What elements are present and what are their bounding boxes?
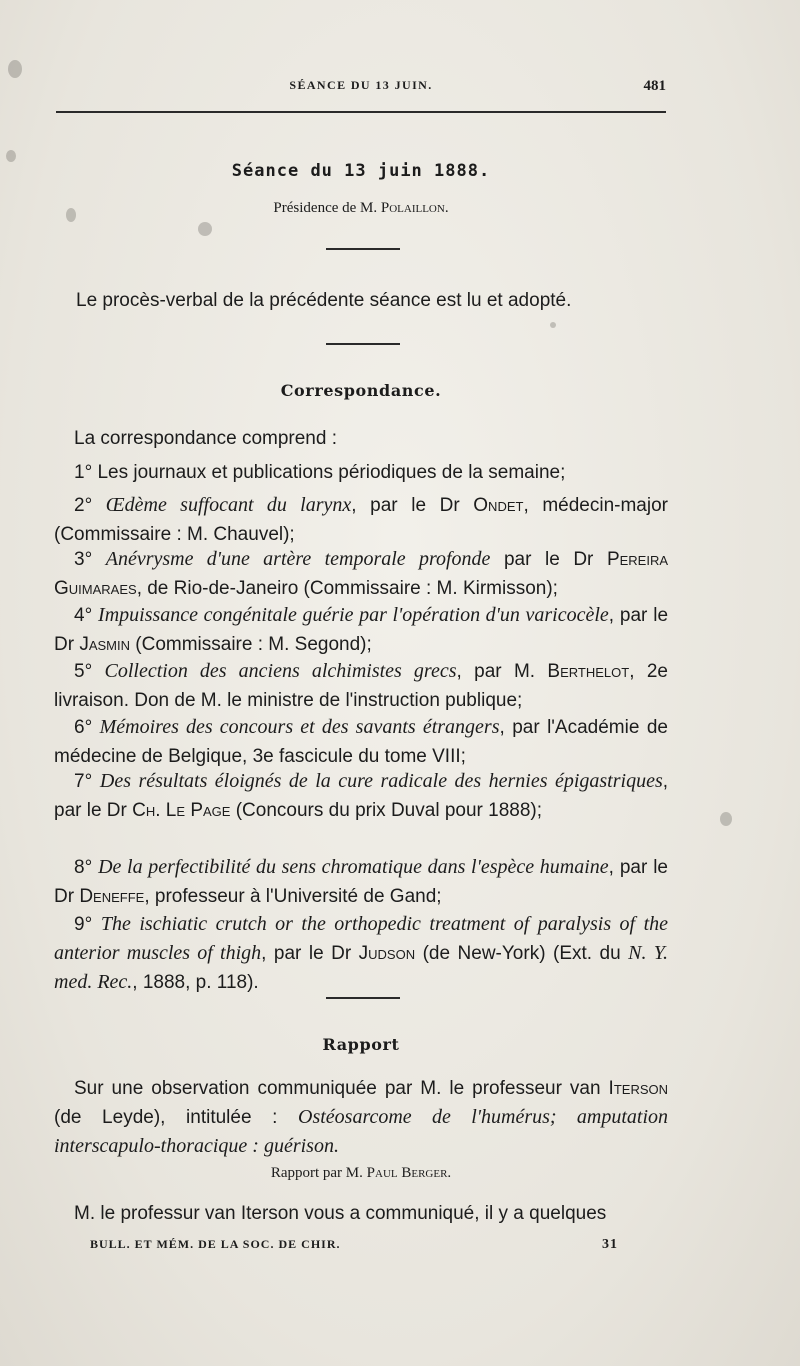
list-item — [54, 491, 668, 549]
running-head — [56, 78, 666, 100]
item-title: Anévrysme d'une artère temporale profonde — [105, 548, 491, 570]
footer-signature: 31 — [602, 1237, 618, 1252]
paper-stain — [6, 150, 16, 162]
item-number: 5° — [74, 661, 93, 682]
rapport-by-name: Paul Berger — [366, 1165, 448, 1181]
header-rule — [56, 111, 666, 113]
running-title: SÉANCE DU 13 JUIN. — [289, 78, 433, 92]
item-number: 6° — [74, 717, 93, 738]
item-by: , par le Dr — [261, 943, 359, 964]
item-number: 9° — [74, 914, 93, 935]
item-rest: (de New-York) (Ext. du — [415, 943, 629, 964]
presidence-suffix: . — [444, 200, 449, 216]
rapport-body: M. le professur van Iterson vous a communiqué, il y a quelques — [74, 1203, 607, 1224]
item-text: Les journaux et publications périodiques de la semaine; — [97, 462, 566, 483]
item-rest: (Commissaire : M. Segond); — [130, 634, 372, 655]
item-by: , par le Dr — [54, 605, 669, 655]
item-title: Œdème suffocant du larynx — [105, 494, 352, 516]
item-by: , par le Dr — [351, 495, 474, 516]
proces-verbal: Le procès-verbal de la précédente séance est lu et adopté. — [76, 290, 572, 311]
president-name: Polaillon — [380, 200, 445, 216]
item-number: 3° — [74, 549, 93, 570]
item-number: 1° — [74, 462, 93, 483]
section-rule — [326, 997, 400, 999]
item-author: Ch. Le Page — [132, 800, 231, 821]
item-rest: , de Rio-de-Janeiro (Commissaire : M. Kirmisson); — [136, 578, 558, 599]
paper-stain — [550, 322, 556, 328]
item-author: Pereira Guimaraes — [54, 549, 669, 599]
item-rest: , 1888, p. 118). — [132, 972, 259, 993]
item-rest: , 2e livraison. Don de M. le ministre de l'instruction publique; — [54, 661, 668, 711]
list-item — [54, 853, 668, 911]
item-rest: , professeur à l'Université de Gand; — [144, 886, 442, 907]
presidence-prefix: Présidence de M. — [273, 200, 378, 216]
footer-journal: BULL. ET MÉM. DE LA SOC. DE CHIR. — [90, 1237, 341, 1251]
item-title: Des résultats éloignés de la cure radicale des hernies épigastriques — [99, 770, 663, 792]
rapport-work-title: Ostéosarcome de l'humérus; amputation interscapulo-thoracique : guérison. — [54, 1106, 669, 1157]
correspondance-title: Correspondance. — [280, 381, 442, 400]
item-by: , par le Dr — [54, 857, 668, 907]
item-rest: , par l'Académie de médecine de Belgique, 3e fascicule du tome VIII; — [54, 717, 668, 767]
section-rule — [326, 248, 400, 250]
page-footer — [90, 1237, 660, 1257]
item-title: Impuissance congénitale guérie par l'opération d'un varicocèle — [98, 604, 609, 626]
item-number: 2° — [74, 495, 93, 516]
rapport-intro-text: (de Leyde), intitulée : — [54, 1107, 298, 1128]
rapport-title: Rapport — [322, 1035, 400, 1054]
item-number: 7° — [74, 771, 93, 792]
correspondance-intro: La correspondance comprend : — [74, 428, 337, 449]
rapport-by-prefix: Rapport par M. — [270, 1165, 363, 1181]
item-journal: N. Y. med. Rec. — [54, 942, 668, 993]
item-title: Mémoires des concours et des savants étrangers — [99, 716, 500, 738]
item-by: , par le Dr — [54, 771, 669, 821]
item-number: 4° — [74, 605, 93, 626]
paper-stain — [720, 812, 732, 826]
rapport-author: Iterson — [608, 1078, 668, 1099]
page-number: 481 — [643, 78, 666, 94]
list-item — [54, 545, 668, 603]
list-item — [54, 601, 668, 659]
item-number: 8° — [74, 857, 93, 878]
paper-stain — [198, 222, 212, 236]
rapport-intro-text: Sur une observation communiquée par M. le professeur van — [74, 1078, 609, 1099]
item-author: Jasmin — [79, 634, 130, 655]
list-item — [54, 657, 668, 715]
item-author: Deneffe — [79, 886, 145, 907]
section-rule — [326, 343, 400, 345]
paper-stain — [8, 60, 22, 78]
item-by: par le Dr — [490, 549, 607, 570]
item-rest: (Concours du prix Duval pour 1888); — [230, 800, 542, 821]
rapport-intro — [54, 1074, 668, 1161]
rapport-by-line — [56, 1165, 666, 1182]
item-title: De la perfectibilité du sens chromatique dans l'espèce humaine — [98, 856, 609, 878]
list-item — [54, 767, 668, 825]
list-item — [54, 713, 668, 771]
item-rest: , médecin-major (Commissaire : M. Chauvel); — [54, 495, 668, 545]
item-title: The ischiatic crutch or the orthopedic treatment of paralysis of the anterior muscles of thigh — [54, 913, 669, 964]
rapport-by-suffix: . — [447, 1165, 452, 1181]
presidence-line — [56, 200, 666, 217]
list-item — [54, 458, 668, 487]
seance-title: Séance du 13 juin 1888. — [231, 161, 491, 181]
item-author: Ondet — [473, 495, 524, 516]
item-author: Judson — [358, 943, 416, 964]
item-by: , par M. — [456, 661, 548, 682]
list-item — [54, 910, 668, 997]
item-author: Berthelot — [547, 661, 630, 682]
item-title: Collection des anciens alchimistes grecs — [104, 660, 457, 682]
